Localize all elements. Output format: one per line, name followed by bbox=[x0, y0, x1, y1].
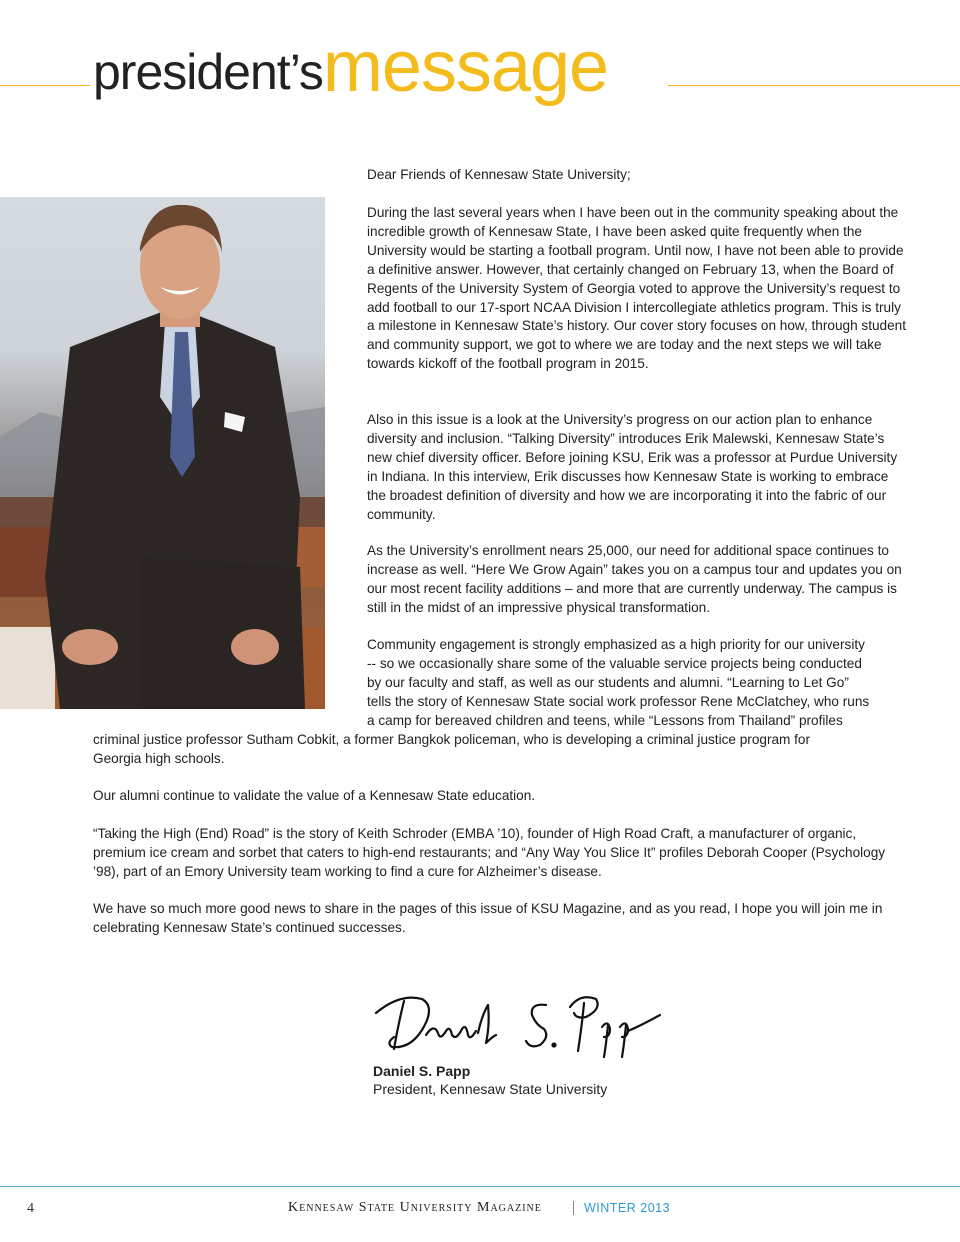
portrait-illustration bbox=[0, 197, 325, 709]
letter-paragraph bbox=[93, 900, 907, 938]
paragraph-text: During the last several years when I have been out in the community speaking about the incredible growth of Kennesaw State, I have been asked quite frequently when the University would be starting a football program. Until now, I have not been able to provide a definitive answer. However, that certainly changed on February 13, when the Board of Regents of the University System of Georgia voted to approve the University’s request to add football to our 17-sport NCAA Division I intercollegiate athletics program. This is truly a milestone in Kennesaw State’s history. Our cover story focuses on how, through student and community support, we got to where we are today and the next steps we will take towards kickoff of the football program in 2015. bbox=[367, 205, 907, 372]
page-title bbox=[93, 26, 608, 116]
paragraph-line: criminal justice professor Sutham Cobkit, a former Bangkok policeman, who is developing a criminal justice program for bbox=[93, 732, 810, 747]
paragraph-line: Georgia high schools. bbox=[93, 750, 225, 766]
paragraph-text: Also in this issue is a look at the University’s progress on our action plan to enhance diversity and inclusion. “Talking Diversity” introduces Erik Malewski, Kennesaw State’s new chief diversity officer. Before joining KSU, Erik was a professor at Purdue University in Indiana. In this interview, Erik discusses how Kennesaw State is working to embrace the broadest definition of diversity and how we are incorporating it into the fabric of our community. bbox=[367, 412, 898, 522]
letter-paragraph bbox=[367, 542, 907, 618]
header-rule-left bbox=[0, 85, 90, 86]
page-number: 4 bbox=[27, 1201, 34, 1216]
title-word-message: message bbox=[322, 27, 609, 107]
paragraph-line: tells the story of Kennesaw State social work professor Rene McClatchey, who runs bbox=[367, 693, 870, 709]
paragraph-text: “Taking the High (End) Road” is the story of Keith Schroder (EMBA ’10), founder of High Road Craft, a manufacturer of organic, premium ice cream and sorbet that caters to high-end restaurants; and “Any Way You Slice It” profiles Deborah Cooper (Psychology ’98), part of an Emory University team working to find a cure for Alzheimer’s disease. bbox=[93, 826, 886, 879]
paragraph-text: As the University’s enrollment nears 25,000, our need for additional space continues to increase as well. “Here We Grow Again” takes you on a campus tour and updates you on our most recent facility additions – and more that are currently underway. The campus is still in the midst of an impressive physical transformation. bbox=[367, 543, 902, 615]
header-rule-right bbox=[668, 85, 960, 86]
president-portrait-photo bbox=[0, 197, 325, 709]
footer-rule bbox=[0, 1186, 960, 1187]
paragraph-text: Our alumni continue to validate the value of a Kennesaw State education. bbox=[93, 788, 536, 803]
signer-title: President, Kennesaw State University bbox=[373, 1081, 608, 1097]
signature-graphic bbox=[370, 985, 670, 1065]
paragraph-line: a camp for bereaved children and teens, while “Lessons from Thailand” profiles bbox=[367, 712, 843, 728]
letter-paragraph-community bbox=[367, 636, 907, 731]
paragraph-line: -- so we occasionally share some of the valuable service projects being conducted bbox=[367, 655, 862, 671]
handwritten-signature bbox=[370, 985, 670, 1065]
magazine-name: Kennesaw State University Magazine bbox=[288, 1200, 542, 1215]
letter-salutation bbox=[367, 166, 907, 185]
letter-paragraph bbox=[93, 825, 907, 882]
letter-paragraph bbox=[367, 204, 907, 374]
letter-paragraph bbox=[93, 787, 907, 806]
paragraph-line: by our faculty and staff, as well as our students and alumni. “Learning to Let Go” bbox=[367, 674, 849, 690]
signer-name: Daniel S. Papp bbox=[373, 1063, 471, 1079]
salutation-text: Dear Friends of Kennesaw State University; bbox=[367, 167, 631, 182]
letter-paragraph-community-continued bbox=[93, 731, 907, 769]
issue-label: WINTER 2013 bbox=[584, 1201, 671, 1215]
title-word-presidents: president’s bbox=[93, 44, 323, 100]
letter-paragraph bbox=[367, 411, 907, 524]
paragraph-text: We have so much more good news to share in the pages of this issue of KSU Magazine, and as you read, I hope you will join me in celebrating Kennesaw State’s continued successes. bbox=[93, 901, 883, 935]
paragraph-line: Community engagement is strongly emphasized as a high priority for our university bbox=[367, 637, 865, 652]
footer-separator bbox=[573, 1201, 574, 1215]
